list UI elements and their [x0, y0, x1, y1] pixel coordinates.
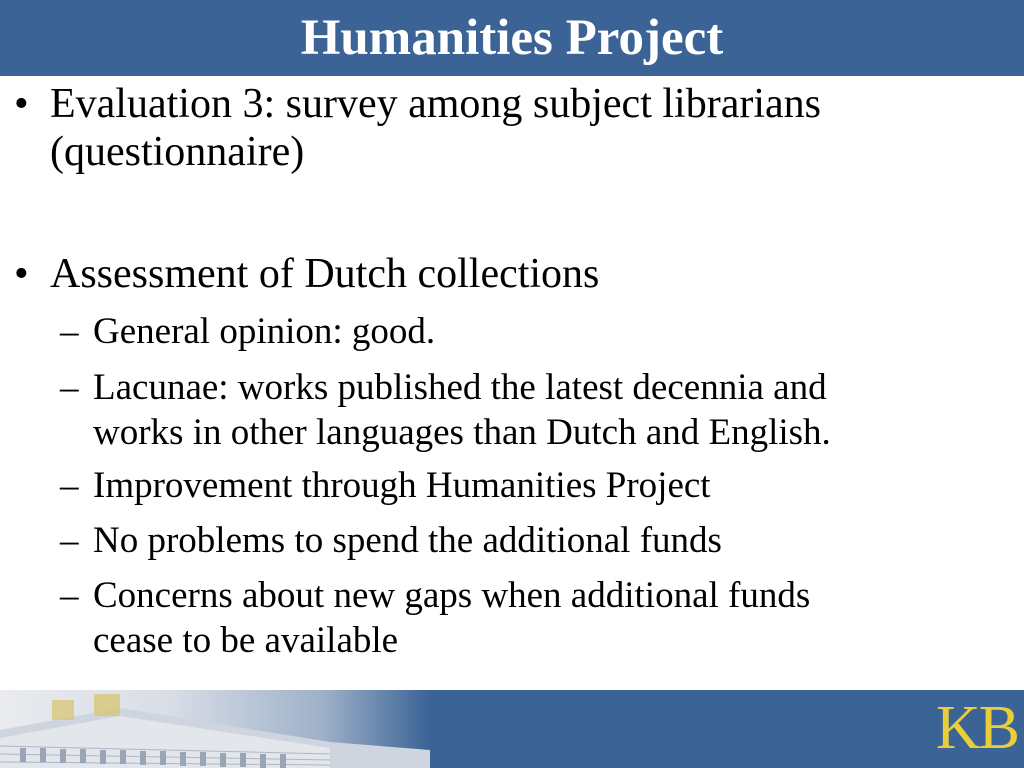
sub-bullet-text: No problems to spend the additional funds	[93, 520, 722, 561]
dash-icon: –	[60, 311, 79, 352]
building-illustration	[0, 690, 430, 768]
sub-bullet-text: Concerns about new gaps when additional funds	[93, 575, 811, 616]
dash-icon: –	[60, 520, 79, 561]
slide-title: Humanities Project	[300, 10, 724, 66]
sub-bullet-text: General opinion: good.	[93, 311, 436, 352]
bullet-text: Assessment of Dutch collections	[50, 251, 600, 297]
kb-logo: KB	[935, 694, 1018, 762]
dash-icon: –	[60, 367, 79, 408]
footer-bar	[0, 690, 1024, 768]
sub-bullet-text: cease to be available	[93, 620, 399, 661]
bullet-text: Evaluation 3: survey among subject librarians	[50, 81, 821, 127]
building-photo	[0, 690, 430, 768]
dash-icon: –	[60, 465, 79, 506]
sub-bullet-text: Improvement through Humanities Project	[93, 465, 711, 506]
title-bar	[0, 0, 1024, 76]
bullet-text: (questionnaire)	[50, 129, 305, 175]
sub-bullet-text: Lacunae: works published the latest decennia and	[93, 367, 827, 408]
sub-bullet-text: works in other languages than Dutch and English.	[93, 412, 831, 453]
dash-icon: –	[60, 575, 79, 616]
bullet-dot-icon: •	[14, 251, 29, 297]
bullet-dot-icon: •	[14, 81, 29, 127]
